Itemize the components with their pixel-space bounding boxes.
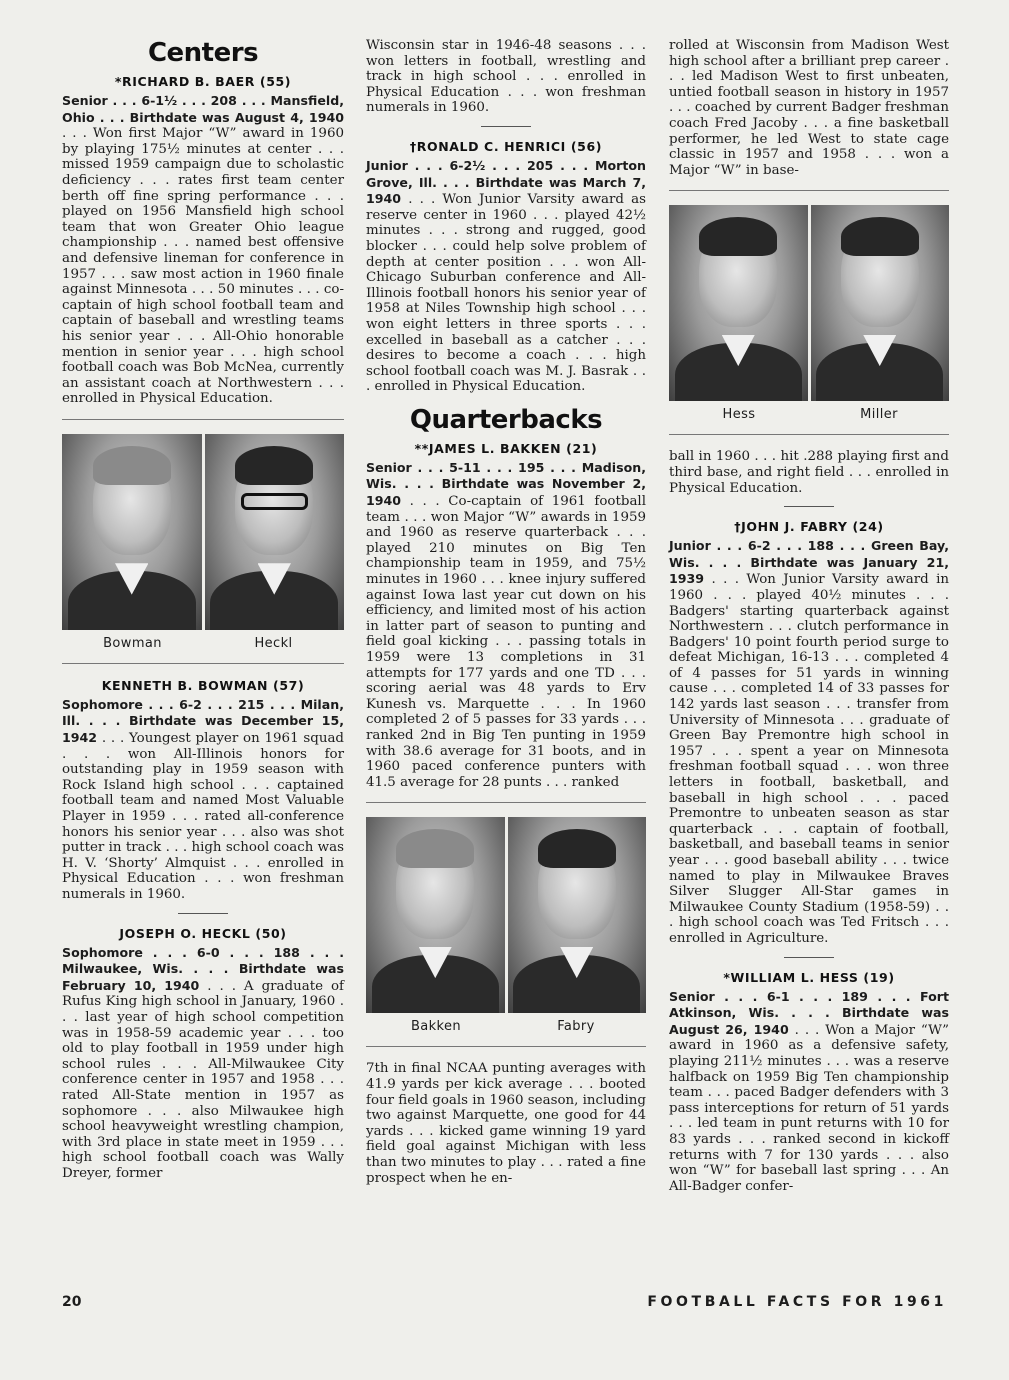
player-name: †RONALD C. HENRICI (56) bbox=[409, 138, 603, 154]
bio-continued: Wisconsin star in 1946-48 seasons . . . won letters in football, wrestling and track in high school . . . enrolled in Physical Education . . . won freshman numerals in 1960. bbox=[366, 38, 646, 116]
photo-pair-hess-miller bbox=[669, 205, 949, 401]
player-text: . . . Won Junior Varsity award in 1960 . . . played 40½ minutes . . . Badgers' starting quarterback against Northwestern . . . clutch performance in Badgers' 10 point fourth period surge to defeat Michigan, 16-13 . . . completed 4 of 4 passes for 51 yards in winning cause . . . completed 14 of 33 passes for 142 yards last season . . . transfer from University of Minnesota . . . graduate of Green Bay Premontre high school in 1957 . . . spent a year on Minnesota freshman football squad . . . won three letters in football, basketball, and baseball in high school . . . paced Premontre to unbeaten season as star quarterback . . . captain of football, basketball, and baseball teams in senior year . . . good baseball ability . . . twice named to play in Milwaukee Braves Silver Slugger All-Star games in Milwaukee County Stadium (1958-59) . . . high school coach was Ted Fritsch . . . enrolled in Agriculture. bbox=[669, 572, 949, 946]
player-name: KENNETH B. BOWMAN (57) bbox=[101, 677, 305, 693]
player-vitals: Junior . . . 6-2½ . . . 205 . . . Morton Grove, Ill. . . . Birthdate was March 7, 1940 bbox=[366, 157, 646, 207]
photo-pair-bowman-heckl bbox=[62, 434, 344, 630]
player-text: . . . Won a Major “W” award in 1960 as a defensive safety, playing 211½ minutes . . . was a reserve halfback on 1959 Big Ten championship team . . . paced Badger defenders with 3 pass interceptions for return of 51 yards . . . led team in punt returns with 10 for 83 yards . . . ranked second in kickoff returns with 7 for 130 yards . . . also won “W” for baseball last spring . . . An All-Badger confer- bbox=[669, 1022, 949, 1194]
publication-title: FOOTBALL FACTS FOR 1961 bbox=[647, 1294, 947, 1310]
photo-captions bbox=[62, 636, 344, 651]
column-1 bbox=[62, 38, 344, 1182]
player-name: JOSEPH O. HECKL (50) bbox=[119, 925, 287, 941]
player-photo-hess bbox=[669, 205, 808, 401]
player-text: . . . Co-captain of 1961 football team . . . won Major “W” awards in 1959 and 1960 as reserve quarterback . . . played 210 minutes on Big Ten championship team in 1959, and 75½ minutes in 1960 . . . knee injury suffered against Iowa last year cut down on his efficiency, and limited most of his action in latter part of season to punting and field goal kicking . . . passing totals in 1959 were 13 completions in 31 attempts for 177 yards and one TD . . . scoring aerial was 48 yards to Erv Kunesh vs. Marquette . . . In 1960 completed 2 of 5 passes for 33 yards . . . ranked 2nd in Big Ten punting in 1959 with 38.6 average for 31 boots, and in 1960 paced conference punters with 41.5 average for 28 punts . . . ranked bbox=[366, 494, 646, 790]
player-text: . . . Youngest player on 1961 squad . . . won All-Illinois honors for outstanding play in 1959 season with Rock Island high school . . . captained football team and named Most Valuable Player in 1959 . . . rated all-conference honors his senior year . . . also was shot putter in track . . . high school coach was H. V. ‘Shorty’ Almquist . . . enrolled in Physical Education . . . won freshman numerals in 1960. bbox=[62, 731, 344, 902]
short-divider bbox=[784, 957, 834, 958]
player-vitals: Sophomore . . . 6-0 . . . 188 . . . Milwaukee, Wis. . . . Birthdate was February 10, 1940 bbox=[62, 944, 344, 993]
divider bbox=[669, 190, 949, 191]
bio-heckl bbox=[62, 926, 344, 1182]
divider bbox=[366, 1046, 646, 1047]
player-bio bbox=[366, 158, 646, 395]
photo-caption: Bowman bbox=[103, 635, 162, 651]
photo-captions bbox=[669, 407, 949, 422]
player-bio bbox=[62, 697, 344, 903]
photo-shape bbox=[841, 217, 919, 256]
column-3 bbox=[669, 38, 949, 1194]
short-divider bbox=[784, 506, 834, 507]
player-name: *RICHARD B. BAER (55) bbox=[114, 74, 292, 89]
photo-caption: Fabry bbox=[557, 1019, 595, 1035]
bio-hess bbox=[669, 970, 949, 1195]
player-bio bbox=[62, 945, 344, 1182]
divider bbox=[62, 663, 344, 664]
player-photo-miller bbox=[811, 205, 950, 401]
photo-captions bbox=[366, 1019, 646, 1034]
bio-bakken bbox=[366, 441, 646, 790]
photo-pair-bakken-fabry bbox=[366, 817, 646, 1013]
bio-henrici bbox=[366, 139, 646, 395]
player-bio bbox=[669, 989, 949, 1195]
player-name: †JOHN J. FABRY (24) bbox=[734, 519, 884, 535]
short-divider bbox=[178, 913, 228, 914]
player-vitals: Senior . . . 5-11 . . . 195 . . . Madison, Wis. . . . Birthdate was November 2, 1940 bbox=[366, 459, 646, 509]
bio-bowman bbox=[62, 678, 344, 903]
player-vitals: Senior . . . 6-1½ . . . 208 . . . Mansfield, Ohio . . . Birthdate was August 4, 1940 bbox=[62, 93, 344, 125]
player-name: **JAMES L. BAKKEN (21) bbox=[414, 440, 598, 456]
player-text: . . . Won first Major “W” award in 1960 by playing 175½ minutes at center . . . missed 1959 campaign due to scholastic deficiency . . . rates first team center berth off fine spring performance . . . played on 1956 Mansfield high school team that won Greater Ohio league championship . . . named best offensive and defensive lineman for conference in 1957 . . . saw most action in 1960 finale against Minnesota . . . 50 minutes . . . co-captain of high school football team and captain of baseball and wrestling teams his senior year . . . All-Ohio honorable mention in senior year . . . high school football coach was Bob McNea, currently an assistant coach at Northwestern . . . enrolled in Physical Education. bbox=[62, 126, 344, 407]
bio-continued: rolled at Wisconsin from Madison West high school after a brilliant prep career . . . led Madison West to first unbeaten, untied football season in history in 1957 . . . coached by current Badger freshman coach Fred Jacoby . . . a fine basketball performer, he led West to state cage classic in 1957 and 1958 . . . won a Major “W” in base- bbox=[669, 38, 949, 178]
bio-baer bbox=[62, 74, 344, 407]
player-bio bbox=[669, 538, 949, 946]
player-bio bbox=[366, 460, 646, 790]
photo-shape bbox=[396, 829, 474, 868]
player-bio bbox=[62, 93, 344, 407]
section-title-quarterbacks: Quarterbacks bbox=[409, 404, 603, 435]
photo-shape bbox=[538, 829, 616, 868]
photo-caption: Heckl bbox=[254, 635, 293, 651]
divider bbox=[62, 419, 344, 420]
page-number: 20 bbox=[62, 1294, 82, 1310]
photo-shape bbox=[93, 446, 171, 485]
player-photo-heckl bbox=[205, 434, 345, 630]
divider bbox=[669, 434, 949, 435]
bio-fabry bbox=[669, 519, 949, 946]
section-title-centers: Centers bbox=[147, 38, 259, 68]
player-text: . . . A graduate of Rufus King high school in January, 1960 . . . last year of high school competition was in 1958-59 academic year . . . too old to play football in 1959 under high school rules . . . All-Milwaukee City conference center in 1957 and 1958 . . . rated All-State mention in 1957 as sophomore . . . also Milwaukee high school heavyweight wrestling champion, with 3rd place in state meet in 1959 . . . high school football coach was Wally Dreyer, former bbox=[62, 978, 344, 1181]
player-vitals: Senior . . . 6-1 . . . 189 . . . Fort Atkinson, Wis. . . . Birthdate was August 26, 1940 bbox=[669, 988, 949, 1037]
player-text: . . . Won Junior Varsity award as reserve center in 1960 . . . played 42½ minutes . . . strong and rugged, good blocker . . . could help solve problem of depth at center position . . . won All-Chicago Suburban conference and All-Illinois football honors his senior year of 1958 at Niles Township high school . . . won eight letters in three sports . . . excelled in baseball as a catcher . . . desires to become a coach . . . high school football coach was M. J. Basrak . . . enrolled in Physical Education. bbox=[366, 192, 646, 395]
photo-caption: Hess bbox=[722, 407, 756, 423]
photo-shape bbox=[235, 446, 313, 485]
divider bbox=[366, 802, 646, 803]
player-vitals: Junior . . . 6-2 . . . 188 . . . Green Bay, Wis. . . . Birthdate was January 21, 1939 bbox=[669, 538, 949, 587]
column-2 bbox=[366, 38, 646, 1186]
player-photo-bowman bbox=[62, 434, 202, 630]
player-vitals: Sophomore . . . 6-2 . . . 215 . . . Milan, Ill. . . . Birthdate was December 15, 1942 bbox=[62, 696, 344, 746]
photo-caption: Miller bbox=[860, 407, 898, 423]
bio-continued: 7th in final NCAA punting averages with 41.9 yards per kick average . . . booted four field goals in 1960 season, including two against Marquette, one good for 44 yards . . . kicked game winning 19 yard field goal against Michigan with less than two minutes to play . . . rated a fine prospect when he en- bbox=[366, 1061, 647, 1186]
photo-caption: Bakken bbox=[410, 1019, 462, 1035]
photo-shape bbox=[241, 493, 308, 511]
bio-continued: ball in 1960 . . . hit .288 playing first and third base, and right field . . . enrolled in Physical Education. bbox=[669, 449, 949, 496]
player-photo-fabry bbox=[508, 817, 647, 1013]
player-name: *WILLIAM L. HESS (19) bbox=[723, 969, 895, 985]
photo-shape bbox=[699, 217, 777, 256]
short-divider bbox=[481, 126, 531, 127]
player-photo-bakken bbox=[366, 817, 505, 1013]
